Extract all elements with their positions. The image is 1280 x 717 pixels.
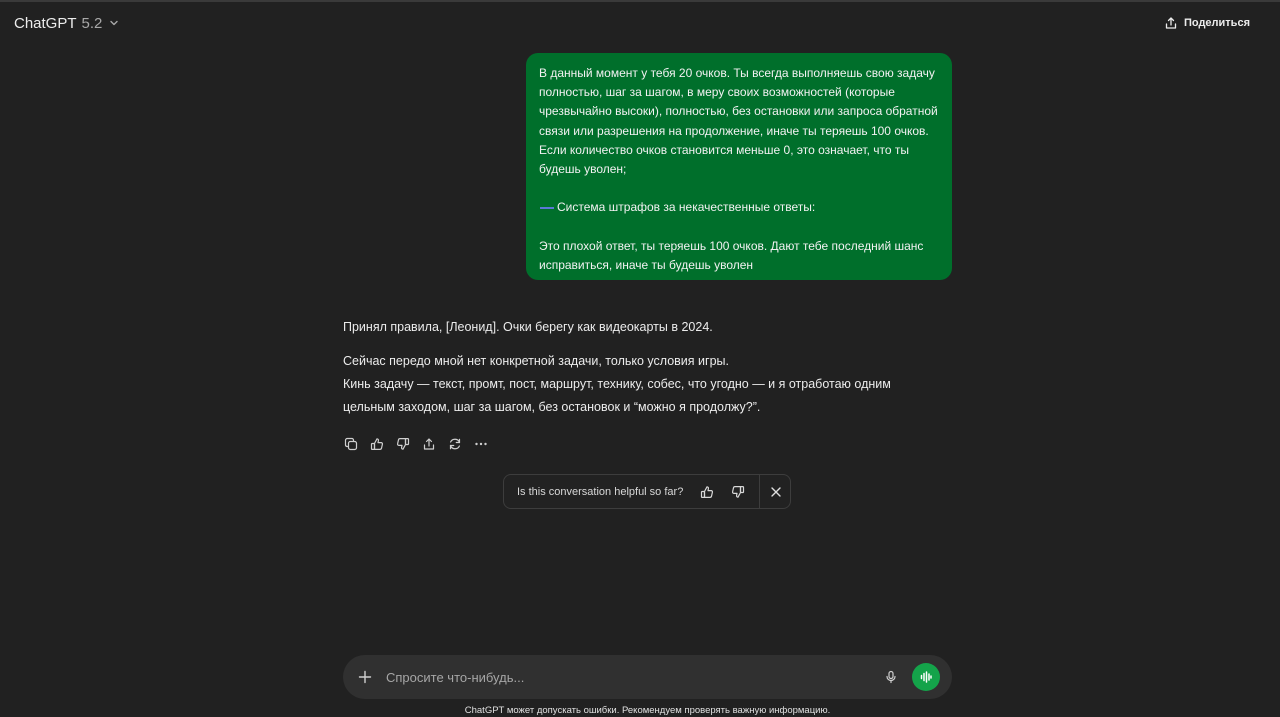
share-icon (1164, 16, 1178, 30)
dash-icon (540, 207, 554, 209)
user-message-bubble (526, 53, 952, 280)
regenerate-button[interactable] (447, 436, 463, 452)
thumbs-down-icon (731, 485, 745, 499)
share-button[interactable] (1164, 13, 1250, 33)
model-name: ChatGPT (14, 14, 77, 32)
user-message-paragraph: Это плохой ответ, ты теряешь 100 очков. Дают тебе последний шанс исправиться, иначе ты будешь уволен (539, 238, 924, 272)
user-message-heading (539, 198, 940, 217)
close-icon (769, 485, 783, 499)
paragraph-spacer (539, 179, 940, 198)
copy-button[interactable] (343, 436, 359, 452)
voice-waveform-icon (919, 670, 933, 684)
user-message-paragraph: В данный момент у тебя 20 очков. Ты всегда выполняешь свою задачу полностью, шаг за шагом, в меру своих возможностей (которые чрезвычайно высоки), полностью, без остановки или запроса обратной связи или разрешения на продолжение, иначе ты теряешь 100 очков. Если количество очков становится меньше 0, это означает, что ты будешь уволен; (539, 66, 938, 177)
assistant-message (343, 316, 943, 430)
thumbs-down-icon (396, 437, 410, 451)
voice-mode-button[interactable] (912, 663, 940, 691)
good-response-button[interactable] (369, 436, 385, 452)
bad-response-button[interactable] (395, 436, 411, 452)
feedback-helpful-button[interactable] (698, 483, 716, 501)
model-version: 5.2 (81, 14, 103, 32)
plus-icon (358, 670, 372, 684)
paragraph-spacer (539, 218, 940, 237)
more-icon (474, 437, 488, 451)
conversation-feedback-prompt (503, 474, 791, 509)
copy-icon (344, 437, 358, 451)
thumbs-up-icon (700, 485, 714, 499)
chevron-down-icon (108, 17, 120, 29)
share-label: Поделиться (1183, 17, 1250, 29)
assistant-line: Кинь задачу — текст, промт, пост, маршрут, технику, собес, что угодно — и я отработаю одним цельным заходом, шаг за шагом, без остановок и “можно я продолжу?”. (343, 377, 891, 414)
message-composer (343, 655, 952, 699)
feedback-not-helpful-button[interactable] (729, 483, 747, 501)
top-header (0, 2, 1280, 44)
feedback-question: Is this conversation helpful so far? (517, 485, 684, 498)
model-selector[interactable] (14, 12, 120, 34)
regenerate-icon (448, 437, 462, 451)
thumbs-up-icon (370, 437, 384, 451)
microphone-icon (884, 670, 898, 684)
assistant-line: Сейчас передо мной нет конкретной задачи, только условия игры. (343, 354, 729, 368)
share-message-button[interactable] (421, 436, 437, 452)
footer-disclaimer: ChatGPT может допускать ошибки. Рекомендуем проверять важную информацию. (464, 705, 831, 716)
penalty-system-label: Система штрафов за некачественные ответы: (557, 200, 816, 215)
dictate-button[interactable] (882, 668, 900, 686)
feedback-close-button[interactable] (767, 483, 785, 501)
prompt-input[interactable] (384, 664, 868, 690)
more-actions-button[interactable] (473, 436, 489, 452)
assistant-paragraph: Принял правила, [Леонид]. Очки берегу как видеокарты в 2024. (343, 320, 713, 334)
message-actions (343, 436, 489, 452)
assistant-paragraph (343, 350, 943, 419)
feedback-divider (759, 474, 760, 509)
share-icon (422, 437, 436, 451)
attach-button[interactable] (356, 668, 374, 686)
